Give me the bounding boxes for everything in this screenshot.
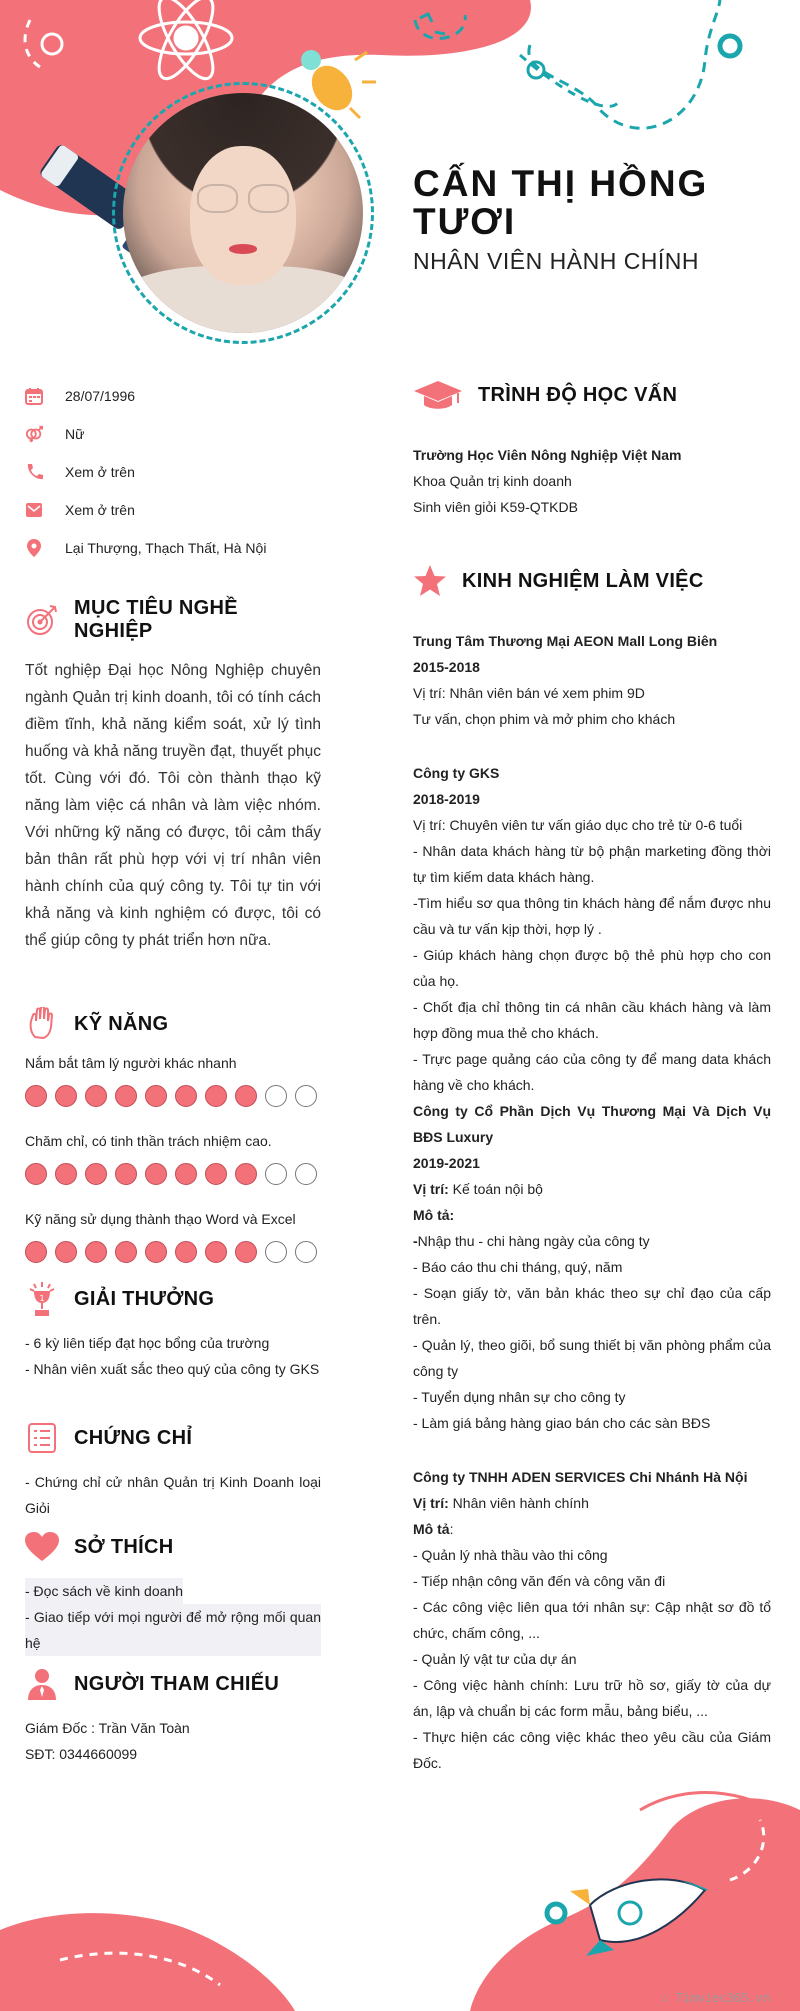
bullet-text: Nhập thu - chi hàng ngày của công ty [417, 1233, 650, 1249]
rating-dot-filled [115, 1163, 137, 1185]
address-value: Lại Thượng, Thạch Thất, Hà Nội [65, 540, 267, 556]
position-label: Vị trí: [413, 1495, 449, 1511]
rating-dot-filled [85, 1241, 107, 1263]
rating-dot-empty [265, 1085, 287, 1107]
job-entry [413, 1098, 771, 1436]
position-value: Kế toán nội bộ [448, 1181, 543, 1197]
heart-icon [25, 1530, 59, 1564]
rating-dot-filled [115, 1085, 137, 1107]
rating-dot-filled [85, 1085, 107, 1107]
rating-dot-filled [145, 1241, 167, 1263]
calendar-icon [25, 387, 43, 405]
address-row [25, 529, 321, 567]
references-title: NGƯỜI THAM CHIẾU [74, 1672, 280, 1695]
rating-dot-filled [25, 1163, 47, 1185]
faculty: Khoa Quản trị kinh doanh [413, 473, 572, 489]
rating-dot-filled [175, 1085, 197, 1107]
hobbies-section [25, 1530, 321, 1656]
academic-grade: Sinh viên giỏi K59-QTKDB [413, 499, 578, 515]
rating-dot-filled [235, 1163, 257, 1185]
position-label: Vị trí: [413, 1181, 449, 1197]
awards-section [25, 1282, 321, 1382]
company-name: Công ty Cổ Phần Dịch Vụ Thương Mại Và Dịch Vụ BĐS Luxury [413, 1103, 771, 1145]
email-row [25, 491, 321, 529]
experience-section [413, 564, 771, 1776]
position-value: Nhân viên hành chính [448, 1495, 589, 1511]
rating-dot-empty [295, 1085, 317, 1107]
rating-dot-empty [295, 1241, 317, 1263]
rating-dot-filled [175, 1241, 197, 1263]
phone-icon [25, 463, 43, 481]
experience-title: KINH NGHIỆM LÀM VIỆC [462, 569, 704, 592]
education-title: TRÌNH ĐỘ HỌC VẤN [478, 383, 678, 406]
profile-photo [123, 93, 363, 333]
gender-icon [25, 425, 43, 443]
skill-label: Chăm chỉ, có tinh thần trách nhiệm cao. [25, 1133, 272, 1149]
rating-dot-filled [55, 1163, 77, 1185]
certificate-icon [25, 1421, 59, 1455]
certificates-section [25, 1421, 321, 1521]
birthdate-row [25, 377, 321, 415]
company-name: Công ty GKS [413, 765, 500, 781]
job-detail: Vị trí: Nhân viên bán vé xem phim 9D [413, 685, 645, 701]
rating-dot-filled [25, 1085, 47, 1107]
rating-dot-empty [265, 1163, 287, 1185]
phone-value: Xem ở trên [65, 464, 135, 480]
job-entry [413, 628, 771, 732]
trophy-icon [25, 1282, 59, 1316]
hobby-line: - Giao tiếp với mọi người để mở rộng mối quan hệ [25, 1604, 321, 1656]
rating-dot-filled [235, 1085, 257, 1107]
job-detail: - Thực hiện các công việc khác theo yêu cầu của Giám Đốc. [413, 1729, 771, 1771]
job-detail: - Công việc hành chính: Lưu trữ hồ sơ, giấy tờ của dự án, lập và chuẩn bị các form mẫu, bảng biểu, ... [413, 1677, 771, 1719]
rating-dot-filled [205, 1241, 227, 1263]
job-detail: - Tiếp nhận công văn đến và công văn đi [413, 1573, 666, 1589]
description-colon: : [449, 1521, 454, 1537]
job-detail: Vị trí: Chuyên viên tư vấn giáo dục cho trẻ từ 0-6 tuổi [413, 817, 743, 833]
desired-position: NHÂN VIÊN HÀNH CHÍNH [413, 248, 700, 274]
reference-line: SĐT: 0344660099 [25, 1746, 138, 1762]
skill-item [25, 1211, 321, 1263]
hobby-line: - Đọc sách về kinh doanh [25, 1578, 183, 1604]
job-detail: - Giúp khách hàng chọn được bộ thẻ phù hợp cho con của họ. [413, 947, 771, 989]
graduation-cap-icon [413, 378, 463, 412]
target-icon [25, 603, 59, 637]
skill-item [25, 1133, 321, 1185]
hand-icon [25, 1007, 59, 1041]
references-section [25, 1667, 321, 1767]
awards-title: GIẢI THƯỞNG [74, 1287, 215, 1310]
objective-section [25, 597, 321, 954]
rating-dot-empty [265, 1241, 287, 1263]
candidate-name: CẤN THỊ HỒNG TƯƠI [413, 163, 709, 242]
skill-rating [25, 1163, 321, 1185]
job-detail: - Quản lý nhà thầu vào thi công [413, 1547, 608, 1563]
job-detail [413, 1228, 771, 1254]
skill-rating [25, 1085, 321, 1107]
reference-line: Giám Đốc : Trần Văn Toàn [25, 1720, 190, 1736]
school-name: Trường Học Viên Nông Nghiệp Việt Nam [413, 447, 682, 463]
rating-dot-filled [55, 1241, 77, 1263]
certificate-line: - Chứng chỉ cử nhân Quản trị Kinh Doanh loại Giỏi [25, 1474, 321, 1516]
rating-dot-filled [235, 1241, 257, 1263]
gender-value: Nữ [65, 426, 85, 442]
rating-dot-filled [85, 1163, 107, 1185]
rating-dot-filled [205, 1163, 227, 1185]
award-line: - Nhân viên xuất sắc theo quý của công ty GKS [25, 1361, 320, 1377]
job-period: 2019-2021 [413, 1155, 480, 1171]
contact-info [25, 377, 321, 567]
objective-title: MỤC TIÊU NGHỀ NGHIỆP [74, 597, 238, 642]
gender-row [25, 415, 321, 453]
email-icon [25, 501, 43, 519]
job-detail: - Soạn giấy tờ, văn bản khác theo sự chỉ đạo của cấp trên. [413, 1285, 771, 1327]
job-detail: - Quản lý, theo giõi, bổ sung thiết bị văn phòng phẩm của công ty [413, 1337, 771, 1379]
education-section [413, 378, 771, 520]
job-detail: - Nhân data khách hàng từ bộ phận marketing đồng thời tự tìm kiếm data khách hàng. [413, 843, 771, 885]
location-icon [25, 539, 43, 557]
job-entry [413, 760, 771, 1098]
rating-dot-empty [295, 1163, 317, 1185]
job-detail: - Trực page quảng cáo của công ty để mang data khách hàng về cho khách. [413, 1051, 771, 1093]
rating-dot-filled [145, 1163, 167, 1185]
rating-dot-filled [175, 1163, 197, 1185]
skill-label: Kỹ năng sử dụng thành thạo Word và Excel [25, 1211, 296, 1227]
rating-dot-filled [205, 1085, 227, 1107]
rating-dot-filled [145, 1085, 167, 1107]
company-name: Công ty TNHH ADEN SERVICES Chi Nhánh Hà Nội [413, 1469, 748, 1485]
hobbies-title: SỞ THÍCH [74, 1535, 174, 1558]
job-entry [413, 1464, 771, 1776]
job-detail: -Tìm hiểu sơ qua thông tin khách hàng để nắm được nhu cầu và tư vấn kịp thời, hợp lý . [413, 895, 771, 937]
watermark: ∴ Timviec365.vn [661, 1991, 770, 2005]
job-detail: Tư vấn, chọn phim và mở phim cho khách [413, 711, 676, 727]
job-period: 2015-2018 [413, 659, 480, 675]
svg-text:1: 1 [39, 1294, 45, 1303]
description-label: Mô tả: [413, 1207, 455, 1223]
skill-rating [25, 1241, 321, 1263]
skills-section [25, 1007, 321, 1289]
bottom-left-blob [0, 1913, 295, 2011]
skills-title: KỸ NĂNG [74, 1012, 169, 1035]
rating-dot-filled [55, 1085, 77, 1107]
company-name: Trung Tâm Thương Mại AEON Mall Long Biên [413, 633, 718, 649]
rating-dot-filled [25, 1241, 47, 1263]
bullet-mark: - [413, 1233, 418, 1249]
job-detail: - Tuyển dụng nhân sự cho công ty [413, 1389, 626, 1405]
certificates-title: CHỨNG CHỈ [74, 1426, 193, 1449]
person-icon [25, 1667, 59, 1701]
skill-label: Nắm bắt tâm lý người khác nhanh [25, 1055, 237, 1071]
job-detail: - Làm giá bảng hàng giao bán cho các sàn BĐS [413, 1415, 711, 1431]
job-position [413, 1490, 771, 1516]
email-value: Xem ở trên [65, 502, 135, 518]
job-detail: - Báo cáo thu chi tháng, quý, năm [413, 1259, 623, 1275]
skill-item [25, 1055, 321, 1107]
birthdate-value: 28/07/1996 [65, 388, 136, 404]
phone-row [25, 453, 321, 491]
description-label: Mô tả [413, 1521, 450, 1537]
objective-text: Tốt nghiệp Đại học Nông Nghiệp chuyên ngành Quản trị kinh doanh, tôi có tính cách điềm tĩnh, khả năng kiểm soát, xử lý tình huống và khả năng truyền đạt, thuyết phục tốt. Cùng với đó. Tôi còn thành thạo kỹ năng làm việc cá nhân và làm việc nhóm. Với những kỹ năng có được, tôi cảm thấy bản thân rất phù hợp với vị trí nhân viên hành chính của quý công ty. Tôi tự tin với khả năng và kinh nghiệm có được, tôi có thể giúp công ty phát triển hơn nữa. [25, 662, 321, 949]
job-detail: - Các công việc liên qua tới nhân sự: Cập nhật sơ đồ tổ chức, chấm công, ... [413, 1599, 771, 1641]
job-position [413, 1176, 771, 1202]
profile-photo-frame [112, 82, 374, 344]
award-line: - 6 kỳ liên tiếp đạt học bổng của trường [25, 1335, 270, 1351]
job-period: 2018-2019 [413, 791, 480, 807]
job-detail: - Quản lý vật tư của dự án [413, 1651, 577, 1667]
job-detail: - Chốt địa chỉ thông tin cá nhân cầu khách hàng và làm hợp đồng mua thẻ cho khách. [413, 999, 771, 1041]
description-label-line [413, 1516, 771, 1542]
star-icon [413, 564, 447, 598]
rating-dot-filled [115, 1241, 137, 1263]
